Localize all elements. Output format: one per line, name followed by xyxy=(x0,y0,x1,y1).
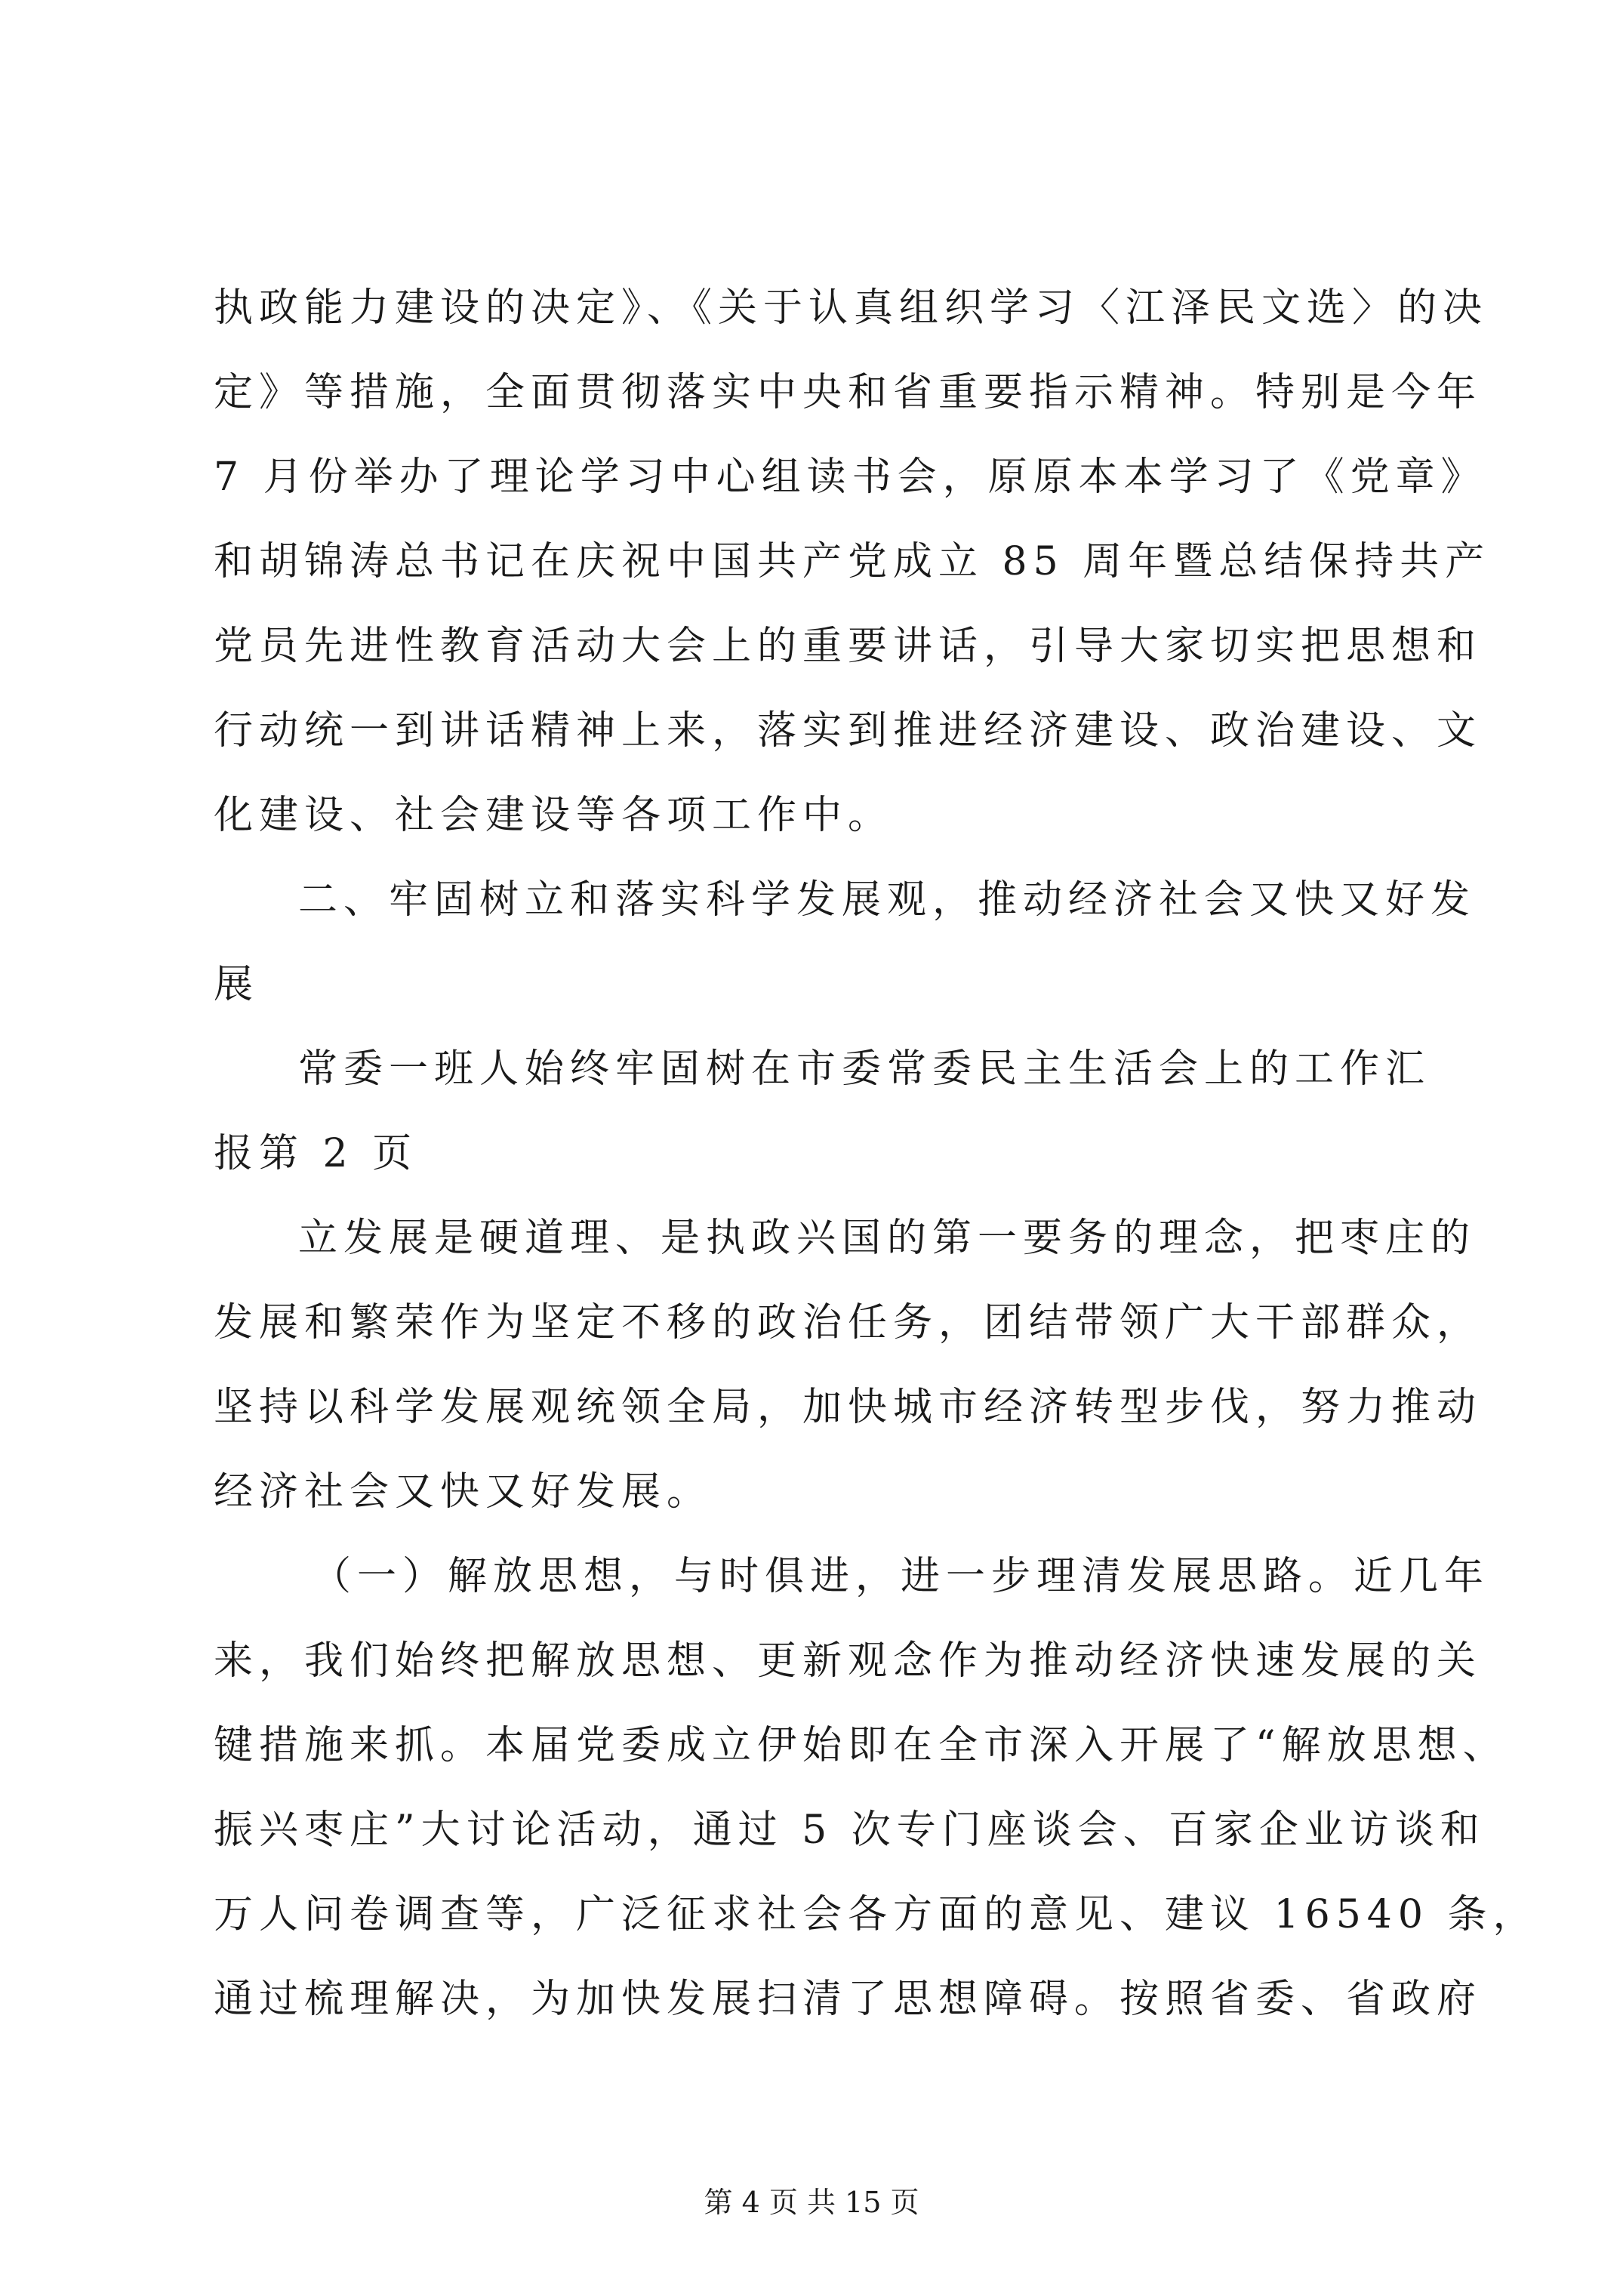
text-line: 振兴枣庄”大讨论活动，通过 5 次专门座谈会、百家企业访谈和 xyxy=(214,1808,1486,1853)
page-number: 第 4 页 共 15 页 xyxy=(704,2186,919,2219)
section-heading: 二、牢固树立和落实科学发展观，推动经济社会又快又好发 xyxy=(298,877,1477,923)
text-line: 万人问卷调查等，广泛征求社会各方面的意见、建议 16540 条， xyxy=(214,1892,1538,1937)
text-line: 来，我们始终把解放思想、更新观念作为推动经济快速发展的关 xyxy=(214,1638,1483,1684)
text-line: 党员先进性教育活动大会上的重要讲话，引导大家切实把思想和 xyxy=(214,624,1483,669)
text-line: 立发展是硬道理、是执政兴国的第一要务的理念，把枣庄的 xyxy=(298,1216,1477,1261)
text-line: 和胡锦涛总书记在庆祝中国共产党成立 85 周年暨总结保持共产 xyxy=(214,539,1491,584)
text-line: 定》等措施，全面贯彻落实中央和省重要指示精神。特别是今年 xyxy=(214,370,1483,415)
text-line: 坚持以科学发展观统领全局，加快城市经济转型步伐，努力推动 xyxy=(214,1385,1483,1430)
text-line: 发展和繁荣作为坚定不移的政治任务，团结带领广大干部群众， xyxy=(214,1300,1483,1345)
text-line: 化建设、社会建设等各项工作中。 xyxy=(214,793,894,838)
text-line: 报第 2 页 xyxy=(214,1131,418,1176)
text-line: 执政能力建设的决定》、《关于认真组织学习〈江泽民文选〉的决 xyxy=(214,285,1489,331)
text-line: 7 月份举办了理论学习中心组读书会，原原本本学习了《党章》 xyxy=(214,455,1486,500)
page-footer xyxy=(0,2184,1623,2221)
text-line: 键措施来抓。本届党委成立伊始即在全市深入开展了“解放思想、 xyxy=(214,1723,1508,1768)
text-line: 经济社会又快又好发展。 xyxy=(214,1469,713,1515)
subsection-heading: （一）解放思想，与时俱进，进一步理清发展思路。近几年 xyxy=(312,1554,1490,1599)
body-text xyxy=(214,266,1538,2042)
text-line: 通过梳理解决，为加快发展扫清了思想障碍。按照省委、省政府 xyxy=(214,1977,1483,2022)
text-line: 常委一班人始终牢固树在市委常委民主生活会上的工作汇 xyxy=(298,1046,1431,1092)
section-heading-continuation: 展 xyxy=(214,962,260,1007)
text-line: 行动统一到讲话精神上来，落实到推进经济建设、政治建设、文 xyxy=(214,708,1483,754)
